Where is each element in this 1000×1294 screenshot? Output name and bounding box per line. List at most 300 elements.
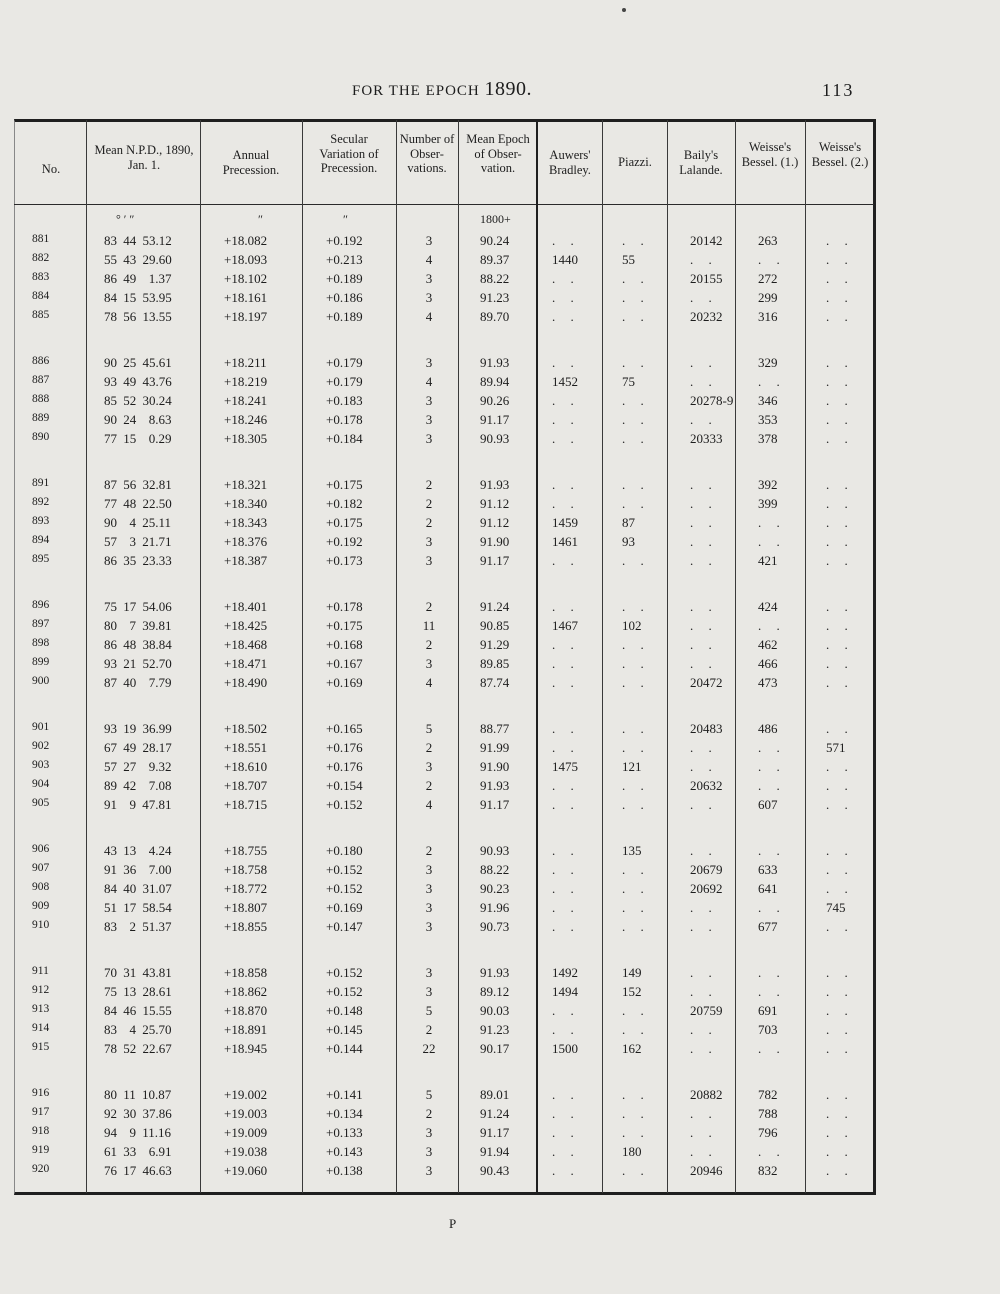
cell-prec: +18.862 (224, 984, 268, 999)
cell-npd: 57 3 21.71 (104, 534, 172, 549)
cell-nobs: 4 (425, 252, 433, 267)
cell-sec: +0.147 (326, 919, 363, 934)
cell-npd: 70 31 43.81 (104, 965, 172, 980)
cell-w1: . . (758, 618, 786, 633)
cell-piazzi: . . (622, 900, 650, 915)
column-rule (396, 120, 397, 1193)
cell-no: 893 (32, 515, 50, 527)
cell-nobs: 3 (425, 271, 433, 286)
cell-epoch: 89.70 (480, 309, 510, 324)
cell-piazzi: 75 (622, 374, 635, 389)
cell-lalande: 20155 (690, 271, 723, 286)
cell-no: 882 (32, 252, 50, 264)
cell-auwers: 1440 (552, 252, 578, 267)
cell-lalande: . . (690, 900, 718, 915)
cell-no: 913 (32, 1003, 50, 1015)
cell-w1: 346 (758, 393, 778, 408)
cell-w1: 832 (758, 1163, 778, 1178)
cell-prec: +18.945 (224, 1041, 268, 1056)
cell-no: 885 (32, 309, 50, 321)
cell-epoch: 90.23 (480, 881, 510, 896)
cell-sec: +0.189 (326, 271, 363, 286)
cell-piazzi: . . (622, 1003, 650, 1018)
cell-lalande: 20472 (690, 675, 723, 690)
cell-npd: 78 52 22.67 (104, 1041, 172, 1056)
cell-sec: +0.175 (326, 618, 363, 633)
cell-sec: +0.169 (326, 675, 363, 690)
cell-w1: . . (758, 534, 786, 549)
header-secular: Secular Variation of Precession. (319, 132, 379, 175)
cell-auwers: . . (552, 778, 580, 793)
cell-prec: +18.093 (224, 252, 268, 267)
cell-lalande: 20692 (690, 881, 723, 896)
cell-w2: . . (826, 477, 854, 492)
cell-prec: +18.321 (224, 477, 268, 492)
cell-nobs: 3 (425, 534, 433, 549)
cell-no: 914 (32, 1022, 50, 1034)
cell-auwers: . . (552, 599, 580, 614)
cell-prec: +18.755 (224, 843, 268, 858)
cell-nobs: 3 (425, 553, 433, 568)
cell-epoch: 91.94 (480, 1144, 510, 1159)
cell-auwers: . . (552, 233, 580, 248)
cell-lalande: . . (690, 759, 718, 774)
cell-prec: +19.038 (224, 1144, 268, 1159)
cell-w1: 473 (758, 675, 778, 690)
cell-lalande: . . (690, 1144, 718, 1159)
cell-npd: 87 56 32.81 (104, 477, 172, 492)
cell-nobs: 2 (425, 1106, 433, 1121)
cell-auwers: . . (552, 1144, 580, 1159)
cell-npd: 77 15 0.29 (104, 431, 172, 446)
cell-w1: 399 (758, 496, 778, 511)
cell-w2: . . (826, 309, 854, 324)
cell-lalande: . . (690, 919, 718, 934)
cell-sec: +0.152 (326, 862, 363, 877)
cell-w1: . . (758, 1144, 786, 1159)
cell-w2: . . (826, 1106, 854, 1121)
cell-npd: 77 48 22.50 (104, 496, 172, 511)
cell-lalande: . . (690, 984, 718, 999)
cell-sec: +0.183 (326, 393, 363, 408)
cell-lalande: 20759 (690, 1003, 723, 1018)
cell-sec: +0.182 (326, 496, 363, 511)
cell-sec: +0.184 (326, 431, 363, 446)
cell-w2: . . (826, 599, 854, 614)
cell-piazzi: . . (622, 599, 650, 614)
cell-w1: . . (758, 965, 786, 980)
cell-lalande: . . (690, 797, 718, 812)
cell-epoch: 88.22 (480, 862, 510, 877)
cell-prec: +18.758 (224, 862, 268, 877)
cell-w2: . . (826, 271, 854, 286)
cell-sec: +0.152 (326, 965, 363, 980)
cell-no: 919 (32, 1144, 50, 1156)
cell-w1: . . (758, 252, 786, 267)
cell-no: 917 (32, 1106, 50, 1118)
column-rule (735, 120, 736, 1193)
cell-w2: . . (826, 778, 854, 793)
cell-w2: . . (826, 721, 854, 736)
cell-prec: +18.468 (224, 637, 268, 652)
cell-no: 892 (32, 496, 50, 508)
cell-piazzi: . . (622, 919, 650, 934)
cell-piazzi: . . (622, 477, 650, 492)
cell-lalande: . . (690, 290, 718, 305)
cell-npd: 91 36 7.00 (104, 862, 172, 877)
cell-lalande: . . (690, 515, 718, 530)
cell-no: 907 (32, 862, 50, 874)
cell-piazzi: . . (622, 393, 650, 408)
cell-nobs: 3 (425, 355, 433, 370)
cell-no: 909 (32, 900, 50, 912)
cell-piazzi: 152 (622, 984, 642, 999)
cell-auwers: . . (552, 1003, 580, 1018)
cell-npd: 75 13 28.61 (104, 984, 172, 999)
running-head-year: 1890. (484, 78, 532, 100)
cell-auwers: . . (552, 271, 580, 286)
cell-w2: . . (826, 1144, 854, 1159)
cell-nobs: 2 (425, 599, 433, 614)
cell-piazzi: 180 (622, 1144, 642, 1159)
cell-auwers: 1494 (552, 984, 578, 999)
cell-w2: . . (826, 252, 854, 267)
cell-piazzi: . . (622, 637, 650, 652)
cell-no: 911 (32, 965, 49, 977)
cell-auwers: . . (552, 1087, 580, 1102)
cell-no: 903 (32, 759, 50, 771)
cell-no: 886 (32, 355, 50, 367)
cell-nobs: 3 (425, 1125, 433, 1140)
cell-sec: +0.152 (326, 881, 363, 896)
cell-lalande: . . (690, 1041, 718, 1056)
cell-nobs: 3 (425, 1144, 433, 1159)
cell-prec: +19.002 (224, 1087, 268, 1102)
cell-npd: 83 4 25.70 (104, 1022, 172, 1037)
cell-lalande: . . (690, 355, 718, 370)
cell-nobs: 4 (425, 309, 433, 324)
cell-piazzi: 149 (622, 965, 642, 980)
cell-lalande: . . (690, 965, 718, 980)
cell-w2: . . (826, 797, 854, 812)
cell-npd: 92 30 37.86 (104, 1106, 172, 1121)
cell-nobs: 3 (425, 759, 433, 774)
cell-epoch: 91.17 (480, 553, 510, 568)
cell-sec: +0.178 (326, 599, 363, 614)
cell-no: 898 (32, 637, 50, 649)
cell-no: 902 (32, 740, 50, 752)
cell-auwers: . . (552, 740, 580, 755)
cell-epoch: 91.17 (480, 412, 510, 427)
cell-sec: +0.133 (326, 1125, 363, 1140)
cell-auwers: 1492 (552, 965, 578, 980)
cell-w2: . . (826, 965, 854, 980)
cell-prec: +18.401 (224, 599, 268, 614)
cell-auwers: . . (552, 1125, 580, 1140)
cell-nobs: 2 (425, 1022, 433, 1037)
cell-nobs: 22 (422, 1041, 436, 1056)
cell-w1: 392 (758, 477, 778, 492)
cell-nobs: 3 (425, 900, 433, 915)
cell-epoch: 91.93 (480, 477, 510, 492)
cell-piazzi: . . (622, 355, 650, 370)
cell-no: 897 (32, 618, 50, 630)
cell-nobs: 3 (425, 919, 433, 934)
cell-sec: +0.176 (326, 740, 363, 755)
cell-lalande: . . (690, 618, 718, 633)
cell-prec: +18.241 (224, 393, 268, 408)
cell-no: 915 (32, 1041, 50, 1053)
cell-no: 899 (32, 656, 50, 668)
cell-no: 908 (32, 881, 50, 893)
cell-no: 920 (32, 1163, 50, 1175)
cell-epoch: 91.17 (480, 797, 510, 812)
cell-nobs: 3 (425, 862, 433, 877)
cell-sec: +0.154 (326, 778, 363, 793)
cell-w1: 272 (758, 271, 778, 286)
cell-nobs: 3 (425, 656, 433, 671)
cell-w2: . . (826, 1003, 854, 1018)
cell-lalande: 20483 (690, 721, 723, 736)
cell-nobs: 2 (425, 778, 433, 793)
cell-prec: +18.715 (224, 797, 268, 812)
cell-npd: 93 21 52.70 (104, 656, 172, 671)
cell-npd: 75 17 54.06 (104, 599, 172, 614)
cell-epoch: 89.01 (480, 1087, 510, 1102)
cell-no: 881 (32, 233, 50, 245)
cell-nobs: 4 (425, 797, 433, 812)
cell-auwers: . . (552, 1106, 580, 1121)
cell-piazzi: 121 (622, 759, 642, 774)
cell-w1: 316 (758, 309, 778, 324)
cell-auwers: . . (552, 843, 580, 858)
cell-sec: +0.144 (326, 1041, 363, 1056)
ink-dot (622, 8, 626, 12)
header-rule (14, 204, 874, 205)
cell-nobs: 2 (425, 740, 433, 755)
cell-auwers: 1467 (552, 618, 578, 633)
cell-lalande: . . (690, 534, 718, 549)
cell-nobs: 3 (425, 1163, 433, 1178)
cell-w1: 299 (758, 290, 778, 305)
cell-no: 883 (32, 271, 50, 283)
cell-sec: +0.175 (326, 477, 363, 492)
cell-piazzi: . . (622, 1163, 650, 1178)
cell-npd: 80 7 39.81 (104, 618, 172, 633)
cell-no: 894 (32, 534, 50, 546)
cell-prec: +19.003 (224, 1106, 268, 1121)
cell-lalande: 20679 (690, 862, 723, 877)
cell-nobs: 4 (425, 374, 433, 389)
cell-lalande: 20278-9 (690, 393, 734, 408)
cell-w1: 607 (758, 797, 778, 812)
cell-lalande: . . (690, 252, 718, 267)
column-rule (602, 120, 603, 1193)
cell-no: 891 (32, 477, 50, 489)
cell-auwers: . . (552, 412, 580, 427)
cell-nobs: 2 (425, 496, 433, 511)
cell-piazzi: . . (622, 862, 650, 877)
cell-epoch: 91.12 (480, 496, 510, 511)
cell-prec: +18.387 (224, 553, 268, 568)
cell-nobs: 2 (425, 515, 433, 530)
cell-nobs: 11 (422, 618, 436, 633)
cell-npd: 90 25 45.61 (104, 355, 172, 370)
column-rule (200, 120, 201, 1193)
cell-epoch: 91.23 (480, 290, 510, 305)
cell-prec: +18.610 (224, 759, 268, 774)
cell-piazzi: . . (622, 412, 650, 427)
cell-epoch: 88.22 (480, 271, 510, 286)
cell-auwers: 1461 (552, 534, 578, 549)
cell-epoch: 91.93 (480, 778, 510, 793)
header-weisse-1: Weisse's Bessel. (1.) (741, 140, 799, 169)
cell-nobs: 3 (425, 290, 433, 305)
cell-prec: +18.246 (224, 412, 268, 427)
cell-w2: . . (826, 431, 854, 446)
cell-prec: +18.707 (224, 778, 268, 793)
cell-sec: +0.138 (326, 1163, 363, 1178)
cell-npd: 86 49 1.37 (104, 271, 172, 286)
cell-no: 895 (32, 553, 50, 565)
cell-w1: 486 (758, 721, 778, 736)
cell-prec: +18.082 (224, 233, 268, 248)
cell-npd: 93 49 43.76 (104, 374, 172, 389)
cell-prec: +18.807 (224, 900, 268, 915)
cell-lalande: 20232 (690, 309, 723, 324)
cell-lalande: . . (690, 740, 718, 755)
cell-w2: . . (826, 1022, 854, 1037)
cell-w2: . . (826, 1041, 854, 1056)
running-head-text: FOR THE EPOCH (352, 83, 480, 99)
cell-epoch: 89.94 (480, 374, 510, 389)
cell-w2: . . (826, 862, 854, 877)
cell-auwers: . . (552, 919, 580, 934)
cell-piazzi: . . (622, 553, 650, 568)
cell-w1: 677 (758, 919, 778, 934)
cell-lalande: . . (690, 553, 718, 568)
cell-nobs: 3 (425, 233, 433, 248)
cell-lalande: . . (690, 477, 718, 492)
cell-lalande: 20946 (690, 1163, 723, 1178)
cell-no: 884 (32, 290, 50, 302)
cell-w1: 421 (758, 553, 778, 568)
cell-npd: 93 19 36.99 (104, 721, 172, 736)
cell-w1: 378 (758, 431, 778, 446)
cell-w1: 424 (758, 599, 778, 614)
cell-lalande: . . (690, 374, 718, 389)
cell-npd: 61 33 6.91 (104, 1144, 172, 1159)
cell-auwers: . . (552, 393, 580, 408)
cell-lalande: 20882 (690, 1087, 723, 1102)
cell-npd: 86 48 38.84 (104, 637, 172, 652)
cell-lalande: . . (690, 1106, 718, 1121)
cell-npd: 90 4 25.11 (104, 515, 172, 530)
cell-w1: 703 (758, 1022, 778, 1037)
cell-auwers: . . (552, 1163, 580, 1178)
cell-auwers: 1459 (552, 515, 578, 530)
cell-w1: 462 (758, 637, 778, 652)
cell-piazzi: 87 (622, 515, 635, 530)
cell-sec: +0.143 (326, 1144, 363, 1159)
cell-w1: 641 (758, 881, 778, 896)
cell-no: 912 (32, 984, 50, 996)
cell-epoch: 90.03 (480, 1003, 510, 1018)
signature-mark: P (449, 1216, 457, 1231)
cell-npd: 57 27 9.32 (104, 759, 172, 774)
cell-piazzi: . . (622, 431, 650, 446)
cell-lalande: . . (690, 656, 718, 671)
cell-lalande: . . (690, 843, 718, 858)
column-rule (805, 120, 806, 1193)
cell-npd: 84 40 31.07 (104, 881, 172, 896)
cell-nobs: 3 (425, 412, 433, 427)
cell-w2: . . (826, 233, 854, 248)
cell-npd: 76 17 46.63 (104, 1163, 172, 1178)
cell-w1: 782 (758, 1087, 778, 1102)
cell-epoch: 90.24 (480, 233, 510, 248)
cell-piazzi: . . (622, 675, 650, 690)
cell-lalande: . . (690, 496, 718, 511)
cell-nobs: 5 (425, 1003, 433, 1018)
cell-w1: 263 (758, 233, 778, 248)
cell-piazzi: 102 (622, 618, 642, 633)
cell-piazzi: 55 (622, 252, 635, 267)
cell-sec: +0.180 (326, 843, 363, 858)
cell-epoch: 90.73 (480, 919, 510, 934)
column-rule (667, 120, 668, 1193)
cell-no: 906 (32, 843, 50, 855)
header-auwers: Auwers' Bradley. (549, 148, 591, 177)
column-rule (458, 120, 459, 1193)
cell-prec: +18.211 (224, 355, 267, 370)
cell-w2: . . (826, 1087, 854, 1102)
cell-lalande: 20632 (690, 778, 723, 793)
cell-sec: +0.165 (326, 721, 363, 736)
cell-prec: +19.009 (224, 1125, 268, 1140)
cell-piazzi: 162 (622, 1041, 642, 1056)
cell-npd: 87 40 7.79 (104, 675, 172, 690)
column-rule (302, 120, 303, 1193)
cell-lalande: . . (690, 412, 718, 427)
cell-epoch: 91.93 (480, 355, 510, 370)
cell-prec: +18.490 (224, 675, 268, 690)
cell-prec: +18.376 (224, 534, 268, 549)
cell-w2: . . (826, 1163, 854, 1178)
cell-auwers: . . (552, 721, 580, 736)
cell-sec: +0.189 (326, 309, 363, 324)
cell-sec: +0.168 (326, 637, 363, 652)
cell-w2: 571 (826, 740, 846, 755)
column-rule (86, 120, 87, 1193)
cell-no: 900 (32, 675, 50, 687)
cell-auwers: 1475 (552, 759, 578, 774)
cell-no: 889 (32, 412, 50, 424)
cell-piazzi: . . (622, 656, 650, 671)
cell-npd: 84 46 15.55 (104, 1003, 172, 1018)
header-precession: Annual Precession. (222, 148, 280, 177)
cell-nobs: 2 (425, 477, 433, 492)
cell-w1: . . (758, 984, 786, 999)
cell-auwers: . . (552, 637, 580, 652)
cell-piazzi: . . (622, 1106, 650, 1121)
cell-w1: . . (758, 515, 786, 530)
cell-w2: . . (826, 759, 854, 774)
cell-npd: 84 15 53.95 (104, 290, 172, 305)
cell-w1: 466 (758, 656, 778, 671)
unit-epoch: 1800+ (480, 212, 511, 226)
cell-prec: +18.891 (224, 1022, 268, 1037)
